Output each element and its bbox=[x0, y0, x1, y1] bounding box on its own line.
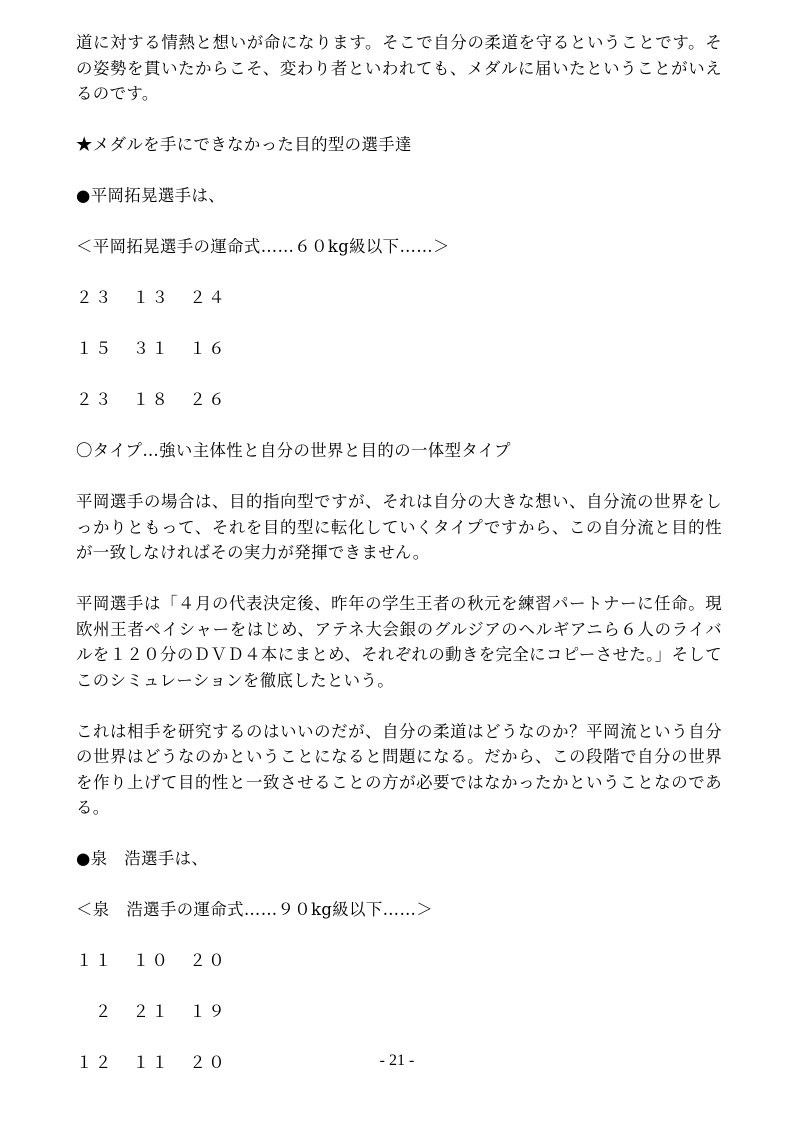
number-row: ２ ２１ １９ bbox=[76, 1002, 228, 1021]
number-row: １１ １０ ２０ bbox=[76, 951, 228, 970]
page-number: - 21 - bbox=[379, 1052, 415, 1069]
number-row: ２３ １３ ２４ bbox=[76, 288, 228, 307]
destiny-formula-heading-hiraoka: ＜平岡拓晃選手の運命式……６０kg級以下……＞ bbox=[76, 237, 450, 256]
destiny-formula-heading-izumi: ＜泉 浩選手の運命式……９０kg級以下……＞ bbox=[76, 900, 434, 919]
paragraph-intro: 道に対する情熱と想いが命になります。そこで自分の柔道を守るということです。その姿勢を貫いたからこそ、変わり者といわれても、メダルに届いたということがいえるのです。 bbox=[76, 33, 722, 103]
number-row: １２ １１ ２０ bbox=[76, 1053, 228, 1072]
paragraph-hiraoka-training: 平岡選手は「４月の代表決定後、昨年の学生王者の秋元を練習パートナーに任命。現欧州王者ペイシャーをはじめ、アテネ大会銀のグルジアのヘルギアニら６人のライバルを１２０分のＤＶＤ４本にまとめ、それぞれの動きを完全にコピーさせた。」そしてこのシミュレーションを徹底したという。 bbox=[76, 594, 722, 690]
number-row: ２３ １８ ２６ bbox=[76, 390, 228, 409]
section-heading-non-medalists: ★メダルを手にできなかった目的型の選手達 bbox=[76, 135, 412, 154]
paragraph-hiraoka-critique: これは相手を研究するのはいいのだが、自分の柔道はどうなのか？平岡流という自分の世界はどうなのかということになると問題になる。だから、この段階で自分の世界を作り上げて目的性と一致させることの方が必要ではなかったかということなのである。 bbox=[76, 721, 722, 817]
document-body bbox=[76, 30, 722, 1101]
number-row: １５ ３１ １６ bbox=[76, 339, 228, 358]
type-description-hiraoka: 〇タイプ…強い主体性と自分の世界と目的の一体型タイプ bbox=[76, 441, 511, 460]
athlete-heading-hiraoka: ●平岡拓晃選手は、 bbox=[76, 186, 226, 205]
paragraph-hiraoka-analysis: 平岡選手の場合は、目的指向型ですが、それは自分の大きな想い、自分流の世界をしっかりともって、それを目的型に転化していくタイプですから、この自分流と目的性が一致しなければその実力が発揮できません。 bbox=[76, 492, 722, 562]
athlete-heading-izumi: ●泉 浩選手は、 bbox=[76, 849, 209, 868]
